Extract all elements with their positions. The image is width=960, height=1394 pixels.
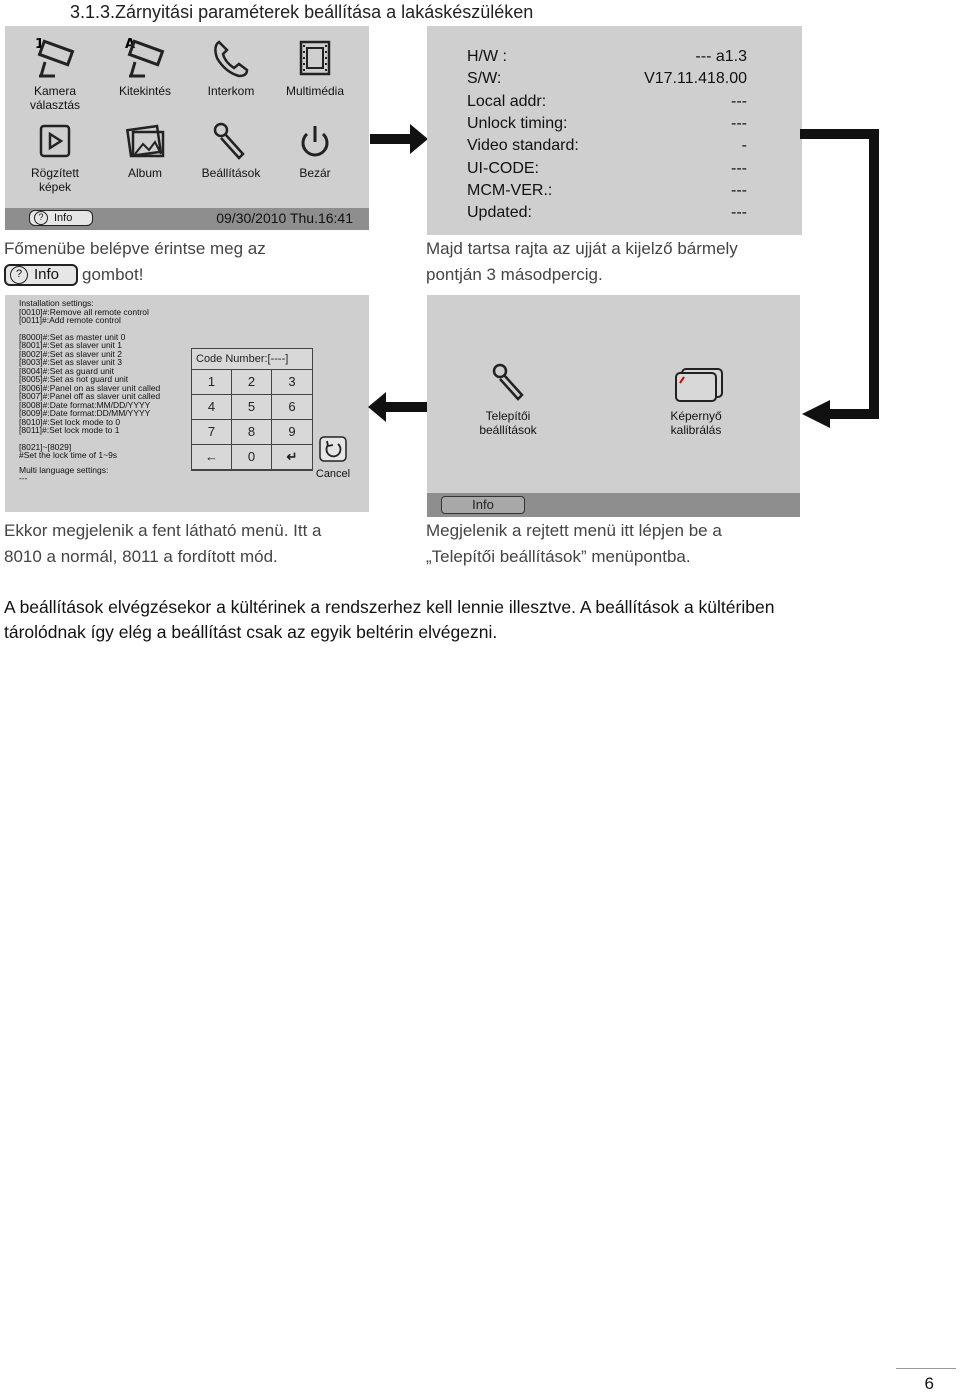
keypad-key[interactable]: 5 — [232, 395, 272, 420]
menu-item-monitor[interactable] — [105, 36, 185, 98]
menu-item-intercom[interactable] — [191, 36, 271, 98]
caption-hidden-menu — [426, 518, 846, 570]
settings-screen-screenshot — [5, 295, 369, 512]
cancel-label: Cancel — [315, 468, 351, 480]
phone-icon — [207, 36, 255, 80]
camera-a-icon — [121, 36, 169, 80]
info-label: Info — [34, 266, 60, 283]
menu-item-camera-select[interactable] — [15, 36, 95, 112]
menu-item-label: Bezár — [299, 166, 331, 180]
info-label: Info — [54, 212, 73, 224]
settings-code-list: Installation settings: [0010]#:Remove all remote control [0011]#:Add remote control [8000]#:Set as master unit 0 [8001]#:Set as slaver unit 1 [8002]#:Set as slaver unit 2 [8003]#:Set as slaver unit 3 [8004]#:Set as guard unit [8005]#:Set as not guard unit [8006]#:Panel on as slaver unit called [8007]#:Panel off as slaver unit called [8008]#:Date format:MM/DD/YYYY [8009]#:Date format:DD/MM/YYYY [8010]#:Set lock mode to 0 [8011]#:Set lock mode to 1 [8021]~[8029] #Set the lock time of 1~9s Multi language settings: --- — [19, 298, 161, 483]
section-heading — [70, 2, 533, 23]
status-datetime: 09/30/2010 Thu.16:41 — [216, 210, 353, 226]
menu-item-label: Képernyő — [670, 409, 722, 423]
section-number: 3.1.3. — [70, 2, 116, 22]
caption-line: pontján 3 másodpercig. — [426, 265, 603, 284]
menu-item-label: kalibrálás — [670, 423, 722, 437]
info-button[interactable] — [29, 210, 93, 226]
menu-item-label: Rögzített — [30, 166, 80, 180]
page-number-rule — [896, 1368, 956, 1369]
album-icon — [121, 122, 169, 162]
film-icon — [291, 36, 339, 80]
menu-item-label: beállítások — [479, 423, 537, 437]
info-button[interactable]: Info — [441, 496, 525, 514]
footnote-paragraph — [4, 595, 954, 645]
code-number-display: Code Number:[----] — [192, 349, 312, 370]
svg-text:1: 1 — [35, 37, 45, 52]
status-bar — [427, 493, 800, 517]
arrow-right-icon — [370, 122, 430, 156]
camera-1-icon — [31, 36, 79, 80]
keypad-key[interactable]: 9 — [272, 420, 312, 445]
calibration-icon — [666, 365, 726, 405]
footnote-line: A beállítások elvégzésekor a kültérinek a rendszerhez kell lennie illesztve. A beállítások a kültériben — [4, 597, 775, 617]
footnote-line: tárolódnak így elég a beállítást csak az egyik beltérin elvégezni. — [4, 622, 498, 642]
hidden-menu-screenshot — [427, 295, 800, 517]
keypad-key[interactable]: 0 — [232, 445, 272, 470]
menu-item-album[interactable] — [105, 122, 185, 180]
connector-arrow-icon — [800, 128, 884, 430]
question-icon: ? — [34, 211, 48, 225]
caption-line: „Telepítői beállítások” menüpontba. — [426, 547, 691, 566]
menu-item-label: Telepítői — [485, 409, 531, 423]
keypad-key[interactable]: 2 — [232, 370, 272, 395]
menu-item-installer-settings[interactable] — [463, 361, 553, 437]
keypad-key[interactable]: 7 — [192, 420, 232, 445]
keypad-key[interactable]: 8 — [232, 420, 272, 445]
menu-item-label: Kamera — [33, 84, 77, 98]
keypad-key[interactable]: 1 — [192, 370, 232, 395]
menu-item-label: képek — [38, 180, 72, 194]
menu-item-close[interactable] — [275, 122, 355, 180]
backspace-key[interactable]: ← — [192, 445, 232, 470]
caption-main-menu — [4, 236, 364, 288]
keypad-key[interactable]: 4 — [192, 395, 232, 420]
page-number: 6 — [924, 1374, 934, 1393]
caption-line: Főmenübe belépve érintse meg az — [4, 239, 266, 258]
main-menu-screenshot — [5, 26, 369, 230]
info-button-inline — [4, 264, 78, 286]
menu-item-label: Beállítások — [201, 166, 261, 180]
menu-item-recorded-images[interactable] — [15, 122, 95, 194]
section-title: Zárnyitási paraméterek beállítása a lakáskészüléken — [115, 2, 534, 22]
cancel-button[interactable] — [313, 435, 353, 480]
caption-line: Ekkor megjelenik a fent látható menü. Itt a — [4, 521, 322, 540]
menu-item-label: Kitekintés — [118, 84, 172, 98]
menu-item-label: Multimédia — [285, 84, 345, 98]
svg-text:A: A — [125, 37, 136, 52]
caption-line: 8010 a normál, 8011 a fordított mód. — [4, 547, 278, 566]
play-icon — [31, 122, 79, 162]
caption-info-screen — [426, 236, 846, 288]
caption-line: Majd tartsa rajta az ujját a kijelző bármely — [426, 239, 738, 258]
power-icon — [291, 122, 339, 162]
keypad-key[interactable]: 6 — [272, 395, 312, 420]
enter-key[interactable]: ↵ — [272, 445, 312, 470]
caption-line: Megjelenik a rejtett menü itt lépjen be a — [426, 521, 722, 540]
info-screen-screenshot[interactable]: H/W : --- a1.3 S/W: V17.11.418.00 Local addr: --- Unlock timing: --- Video standard: - UI-CODE: --- MCM-VER.: --- Updated: --- — [427, 26, 802, 235]
wrench-icon — [484, 361, 532, 405]
undo-icon — [318, 435, 348, 463]
status-bar — [5, 208, 369, 230]
caption-settings-screen — [4, 518, 384, 570]
menu-item-screen-calibration[interactable] — [651, 365, 741, 437]
menu-item-multimedia[interactable] — [275, 36, 355, 98]
wrench-icon — [207, 122, 255, 162]
menu-item-label: választás — [29, 98, 81, 112]
code-keypad — [191, 348, 313, 471]
question-icon: ? — [10, 266, 28, 284]
menu-item-label: Interkom — [207, 84, 255, 98]
caption-line: gombot! — [82, 265, 144, 284]
menu-item-label: Album — [127, 166, 162, 180]
menu-item-settings[interactable] — [191, 122, 271, 180]
keypad-key[interactable]: 3 — [272, 370, 312, 395]
